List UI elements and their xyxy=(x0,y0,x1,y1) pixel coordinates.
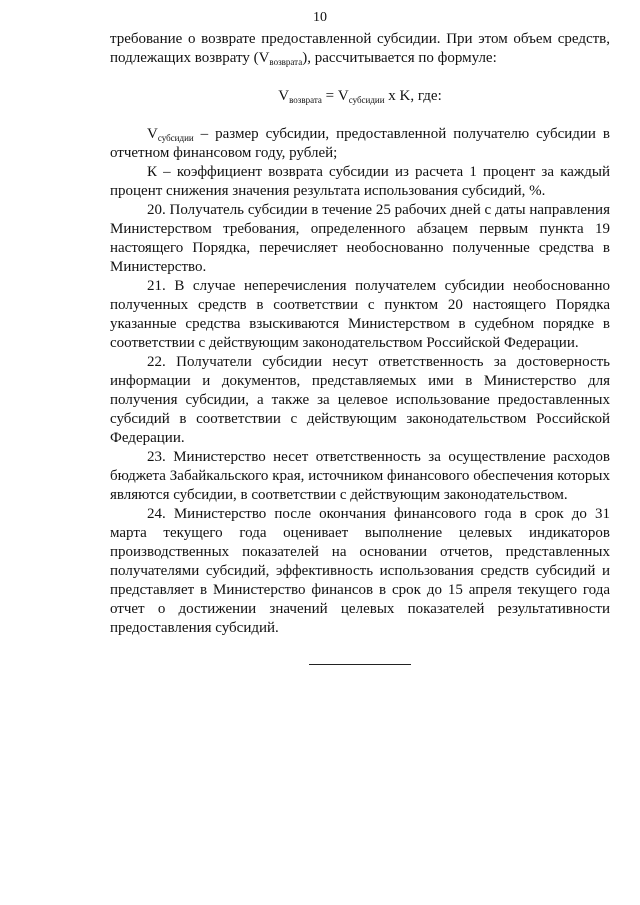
formula-v-subsidy: $V_{субсидии}$ xyxy=(337,88,385,105)
paragraph-intro xyxy=(110,30,610,68)
intro-end-text: ), рассчитывается по формуле: xyxy=(302,50,497,66)
paragraph-23: 23. Министерство несет ответственность за осуществление расходов бюджета Забайкальского края, источником финансового обеспечения которых являются субсидии, в соответствии с действующим законодательством. xyxy=(110,449,610,503)
document-body xyxy=(110,30,610,665)
formula-rest: x K, где: xyxy=(384,88,442,104)
intro-text: требование о возврате предоставленной субсидии. При этом объем средств, подлежащих возврату (V xyxy=(110,31,610,66)
definition-v-subsidy: $V_{субсидии}$ – размер субсидии, предоставленной получателю субсидии в отчетном финансовом году, рублей; xyxy=(110,126,610,161)
formula-v-return: $V_{возврата}$ xyxy=(278,88,322,105)
return-formula xyxy=(110,87,610,106)
paragraph-21: 21. В случае неперечисления получателем субсидии необоснованно полученных средств в соответствии с пунктом 20 настоящего Порядка указанные средства взыскиваются Министерством в судебном порядке в соответствии с действующим законодательством Российской Федерации. xyxy=(110,278,610,351)
paragraph-24: 24. Министерство после окончания финансового года в срок до 31 марта текущего года оценивает выполнение целевых индикаторов производственных показателей на основании отчетов, представленных получателями субсидий, эффективность использования средств субсидий и представляет в Министерство финансов в срок до 15 апреля текущего года отчет о достижении значений целевых показателей результативности предоставления субсидий. xyxy=(110,506,610,636)
page-number: 10 xyxy=(313,10,327,25)
definition-k: К – коэффициент возврата субсидии из расчета 1 процент за каждый процент снижения значения результата использования субсидий, %. xyxy=(110,164,610,199)
paragraph-20: 20. Получатель субсидии в течение 25 рабочих дней с даты направления Министерством требования, определенного абзацем первым пункта 19 настоящего Порядка, перечисляет необоснованно полученные средства в Министерство. xyxy=(110,202,610,275)
paragraph-22: 22. Получатели субсидии несут ответственность за достоверность информации и документов, представляемых ими в Министерство для получения субсидии, а также за целевое использование предоставленных субсидий в соответствии с действующим законодательством Российской Федерации. xyxy=(110,354,610,446)
formula-equals: = xyxy=(321,88,338,104)
intro-subscript: возврата xyxy=(269,57,303,67)
end-divider xyxy=(309,664,411,665)
